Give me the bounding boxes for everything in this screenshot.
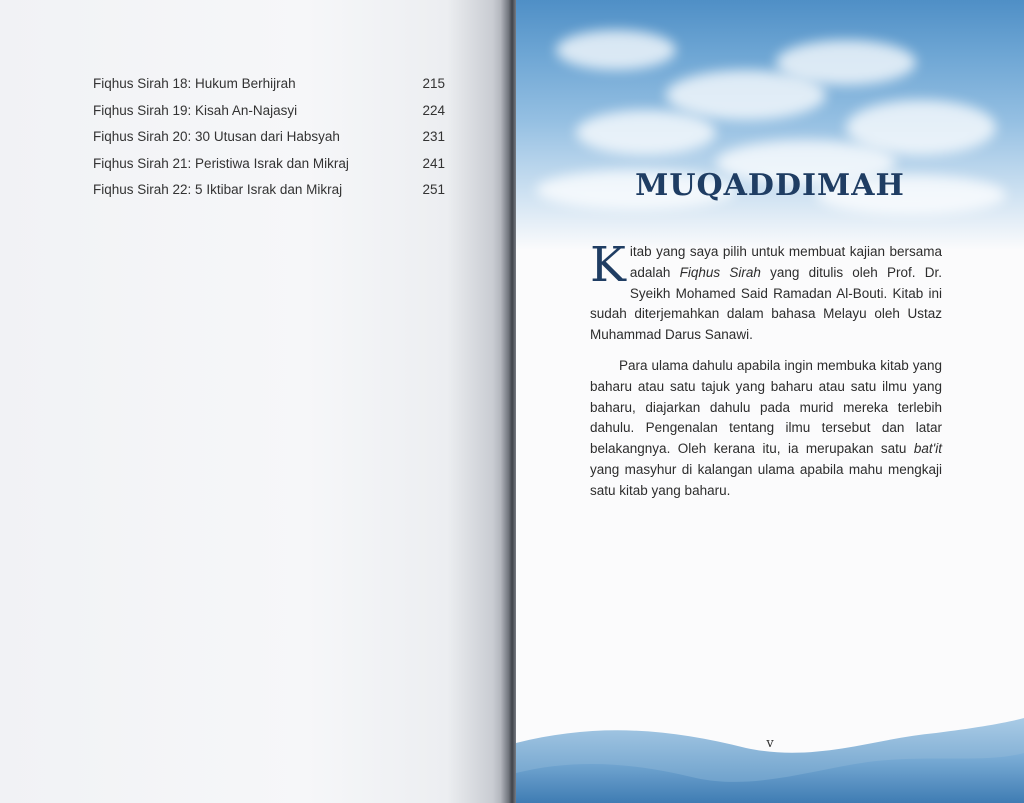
left-page <box>0 0 508 803</box>
toc-entry-page: 241 <box>422 155 445 171</box>
right-page <box>516 0 1024 803</box>
paragraph-text: yang ditulis oleh Prof. Dr. Syeikh Mohamed Said Ramadan Al-Bouti. Kitab ini sudah diterjemahkan dalam bahasa Melayu oleh Ustaz Muhammad Darus Sanawi. <box>590 264 943 343</box>
chapter-body <box>590 237 943 512</box>
toc-entry-page: 251 <box>422 182 445 197</box>
toc-entry-title: Fiqhus Sirah 18: Hukum Berhijrah <box>93 76 296 91</box>
toc-entry-title: Fiqhus Sirah 20: 30 Utusan dari Habsyah <box>93 129 340 144</box>
toc-entry-title: Fiqhus Sirah 21: Peristiwa Israk dan Mikraj <box>93 155 349 171</box>
paragraph <box>590 356 942 502</box>
toc-entry-title: Fiqhus Sirah 19: Kisah An-Najasyi <box>93 102 298 118</box>
toc-entry-title: Fiqhus Sirah 22: 5 Iktibar Israk dan Mikraj <box>93 182 343 197</box>
toc-entry-page: 231 <box>422 129 445 144</box>
toc-entry-page: 224 <box>422 102 445 118</box>
paragraph-text: Para ulama dahulu apabila ingin membuka kitab yang baharu atau satu tajuk yang baharu atau satu ilmu yang baharu, diajarkan dahulu pada murid mereka terlebih dahulu. Pengenalan tentang ilmu tersebut dan latar belakangnya. Oleh kerana itu, ia merupakan satu <box>590 357 942 457</box>
page-number: v <box>766 736 774 751</box>
paragraph-text: yang masyhur di kalangan ulama apabila mahu mengkaji satu kitab yang baharu. <box>590 461 942 498</box>
toc-entry-page: 215 <box>422 76 445 91</box>
paragraph-text: itab yang saya pilih untuk membuat kajian bersama adalah <box>629 244 942 280</box>
toc-entry <box>93 182 445 209</box>
toc-entry <box>93 103 445 130</box>
chapter-title: MUQADDIMAH <box>635 168 905 203</box>
desert-dunes-illustration <box>516 713 1024 803</box>
table-of-contents <box>93 76 445 209</box>
paragraph <box>590 237 943 346</box>
toc-entry <box>93 156 445 183</box>
book-title-italic: Fiqhus Sirah <box>679 264 761 280</box>
toc-entry <box>93 129 445 156</box>
sky-background <box>516 0 1024 250</box>
term-italic: bat'it <box>913 441 942 457</box>
toc-entry <box>93 76 445 103</box>
drop-cap: K <box>590 237 626 293</box>
